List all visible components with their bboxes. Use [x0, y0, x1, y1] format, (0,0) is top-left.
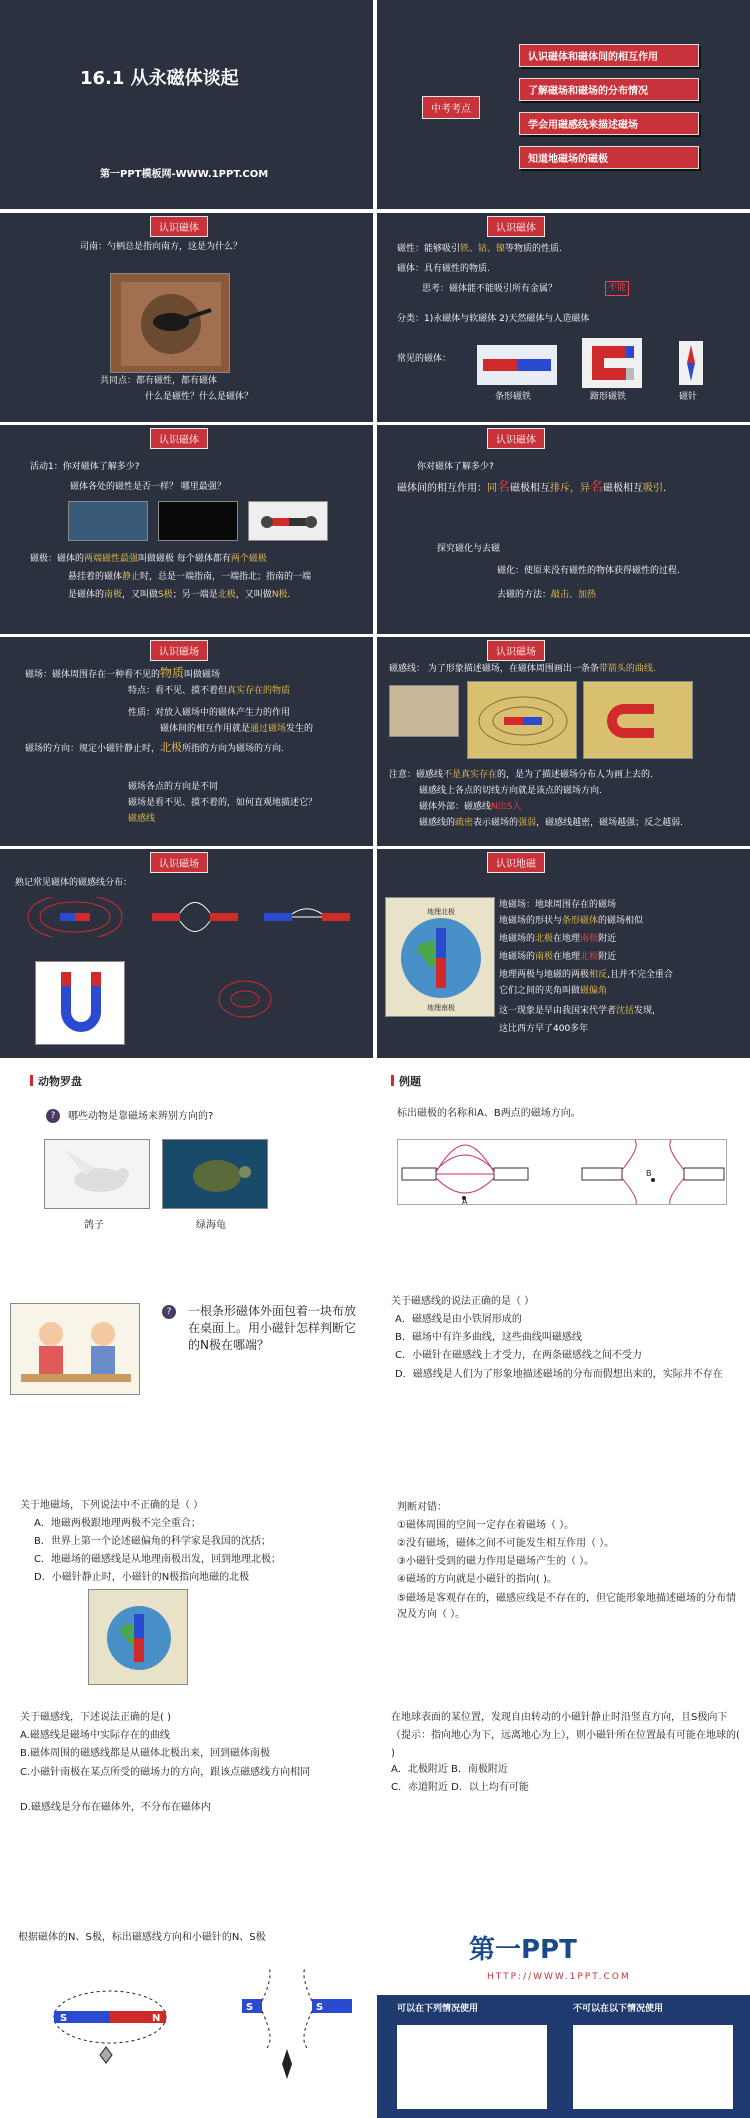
note-3: 磁体外部：磁感线N出S入 — [419, 802, 522, 812]
globe-north-label: 地理北极 — [427, 908, 455, 916]
q-stem: 在地球表面的某位置，发现自由转动的小磁针静止时沿竖直方向，且S极向下（提示：指向地心为下，远离地心为上），则小磁针所在位置最有可能在地球的( ) — [391, 1712, 740, 1759]
slide-magnet-3 — [0, 425, 373, 634]
common-point: 共同点：都有磁性，都有磁体 — [100, 376, 218, 386]
geo-l3: 地磁场的北极在地理南极附近 — [499, 934, 617, 944]
goal-1: 认识磁体和磁体间的相互作用 — [519, 44, 699, 67]
section-tag: 认识磁场 — [150, 852, 208, 873]
geo-l7: 这一现象是早由我国宋代学者沈括发现， — [499, 1006, 662, 1016]
bar-magnet-exercise — [40, 1985, 180, 2065]
option-a: A.磁感线是磁场中实际存在的曲线 — [20, 1730, 170, 1741]
lesson-title: 16.1 从永磁体谈起 — [80, 68, 239, 89]
can-use-heading: 可以在下列情况使用 — [397, 2004, 479, 2014]
option-c: C．地磁场的磁感线是从地理南极出发，回到地理北极； — [34, 1554, 281, 1565]
left-s-label: S — [246, 2002, 254, 2013]
section-tag: 认识磁场 — [150, 640, 208, 661]
brand-url: HTTP://WWW.1PPT.COM — [487, 1972, 631, 1982]
demagnetize-methods: 去磁的方法：敲击、加热 — [497, 590, 597, 600]
option-d: D．小磁针静止时，小磁针的N极指向地磁的北极 — [34, 1572, 250, 1583]
pigeon-photo — [44, 1139, 150, 1209]
goal-4: 知道地磁场的磁极 — [519, 146, 699, 169]
question-icon: ? — [46, 1109, 60, 1123]
tf-5: ⑤磁场是客观存在的，磁感应线是不存在的，但它能形象地描述磁场的分布情况及方向（ ）。 — [397, 1593, 736, 1620]
field-lines-answer: 磁感线 — [128, 814, 156, 824]
license-panel — [377, 1995, 750, 2118]
tf-2: ②没有磁场，磁体之间不可能发生相互作用（ ）。 — [397, 1538, 615, 1549]
q-stem: 关于磁感线，下述说法正确的是( ) — [20, 1712, 171, 1723]
section-heading: 动物罗盘 — [30, 1073, 82, 1089]
slide-magnet-1 — [0, 213, 373, 422]
field-property: 性质：对放入磁场中的磁体产生力的作用 — [128, 708, 291, 718]
note-2: 磁感线上各点的切线方向就是该点的磁场方向. — [419, 786, 602, 796]
section-tag: 认识磁体 — [150, 428, 208, 449]
slide-question-needle — [377, 1697, 750, 1906]
illustration-students — [10, 1303, 140, 1395]
geo-l5: 地理两极与地磁的两极相反,且并不完全重合 — [499, 970, 673, 980]
turtle-caption: 绿海龟 — [196, 1220, 226, 1231]
bar-magnet-field-diagram — [20, 897, 130, 937]
slide-field-1 — [0, 637, 373, 846]
earth-field-diagram — [385, 897, 495, 1017]
tf-3: ③小磁针受到的磁力作用是磁场产生的（ ）。 — [397, 1556, 595, 1567]
site-text: 第一PPT模板网-WWW.1PPT.COM — [100, 169, 269, 180]
option-a: A．地磁两极跟地理两极不完全重合； — [34, 1518, 201, 1529]
pole-def-3: 是磁体的南极，又叫做S极；另一端是北极，又叫做N极. — [68, 590, 291, 600]
field-lines-def: 磁感线： 为了形象描述磁场，在磁体周围画出一条条带箭头的曲线. — [389, 664, 656, 674]
question-2: 什么是磁性？什么是磁体？ — [145, 392, 254, 402]
option-b: B．磁场中有许多曲线，这些曲线叫磁感线 — [395, 1332, 582, 1343]
instruction: 熟记常见磁体的磁感线分布： — [15, 878, 133, 888]
geo-l4: 地磁场的南极在地理北极附近 — [499, 952, 617, 962]
option-c: C.小磁针南极在某点所受的磁场力的方向，跟该点磁感线方向相同 — [20, 1767, 311, 1778]
horseshoe-magnet-image — [582, 338, 642, 388]
sinan-compass-image — [110, 273, 230, 373]
q-stem: 关于地磁场，下列说法中不正确的是（ ） — [20, 1500, 204, 1511]
horseshoe-field-diagram — [35, 961, 125, 1045]
slide-question-lines-2 — [0, 1697, 373, 1906]
tf-4: ④磁场的方向就是小磁针的指向( )。 — [397, 1574, 557, 1585]
field-direction: 磁场的方向：规定小磁针静止时，北极所指的方向为磁场的方向. — [25, 741, 284, 754]
tf-heading: 判断对错： — [397, 1502, 447, 1513]
question: 你对磁体了解多少? — [417, 462, 494, 472]
bar-magnet-image — [477, 345, 557, 385]
option-a: A．磁感线是由小铁屑形成的 — [395, 1314, 522, 1325]
activity-question: 磁体各处的磁性是否一样？ 哪里最强？ — [70, 482, 226, 492]
option-c: C．小磁针在磁感线上才受力，在两条磁感线之间不受力 — [395, 1350, 642, 1361]
photo-horseshoe-field-pattern — [583, 681, 693, 759]
geo-l1: 地磁场：地球周围存在的磁场 — [499, 900, 617, 910]
slide-magnet-2 — [377, 213, 750, 422]
photo-filings-magnet — [389, 685, 459, 737]
activity-1: 活动1：你对磁体了解多少? — [30, 462, 140, 472]
magnet-def: 磁体：具有磁性的物质. — [397, 264, 490, 274]
section-tag: 认识磁体 — [487, 216, 545, 237]
right-s-label: S — [316, 2002, 324, 2013]
cannot-use-list — [573, 2025, 733, 2109]
slide-field-2 — [377, 637, 750, 846]
earth-diagram — [88, 1589, 188, 1685]
options-ab: A．北极附近 B．南极附近 — [391, 1764, 508, 1775]
field-question: 磁场是看不见、摸不着的，如何直观地描述它？ — [128, 798, 318, 808]
section-tag: 认识地磁 — [487, 852, 545, 873]
slide-geomagnetism — [377, 849, 750, 1058]
like-poles-exercise — [232, 1969, 362, 2089]
section-heading: 例题 — [391, 1073, 421, 1089]
note-4: 磁感线的疏密表示磁场的强弱，磁感线越密，磁场越强；反之越弱. — [419, 818, 683, 828]
slide-example — [377, 1061, 750, 1270]
photo-iron-filings-2 — [158, 501, 238, 541]
field-interaction: 磁体间的相互作用就是通过磁场发生的 — [160, 724, 314, 734]
option-b: B.磁体周围的磁感线都是从磁体北极出来，回到磁体南极 — [20, 1748, 271, 1759]
geo-l8: 这比西方早了400多年 — [499, 1024, 589, 1034]
question-1: 司南：勺柄总是指向南方，这是为什么？ — [80, 242, 243, 252]
option-b: B．世界上第一个论述磁偏角的科学家是我国的沈括； — [34, 1536, 271, 1547]
sea-turtle-photo — [162, 1139, 268, 1209]
options-cd: C．赤道附近 D．以上均有可能 — [391, 1782, 529, 1793]
magnetism-def: 磁性：能够吸引铁、钴、镍等物质的性质. — [397, 244, 562, 254]
caption-horseshoe: 蹄形磁铁 — [590, 392, 627, 402]
ring-field-diagram — [215, 969, 275, 1029]
slide-goals — [377, 0, 750, 209]
slide-true-false — [377, 1485, 750, 1694]
field-def: 磁场：磁体周围存在一种看不见的物质叫做磁场 — [25, 666, 221, 680]
field-varies: 磁场各点的方向是不同 — [128, 782, 219, 792]
slide-draw-lines — [0, 1909, 373, 2118]
cloth-question: 一根条形磁体外面包着一块布放在桌面上。用小磁针怎样判断它的N极在哪端？ — [188, 1304, 357, 1352]
slide-field-3 — [0, 849, 373, 1058]
q-stem: 关于磁感线的说法正确的是（ ） — [391, 1296, 535, 1307]
note-1: 注意：磁感线不是真实存在的，是为了描述磁场分布人为画上去的. — [389, 770, 653, 780]
magnetization-heading: 探究磁化与去磁 — [437, 544, 501, 554]
pole-def-2: 悬挂着的磁体静止时，总是一端指南，一端指北；指南的一端 — [68, 572, 312, 582]
geo-l2: 地磁场的形状与条形磁体的磁场相似 — [499, 916, 644, 926]
section-tag: 认识磁场 — [487, 640, 545, 661]
pigeon-caption: 鸽子 — [84, 1220, 104, 1231]
photo-bar-magnet-filings — [248, 501, 328, 541]
pole-def-1: 磁极：磁体的两端磁性最强叫做磁极 每个磁体都有两个磁极 — [30, 554, 267, 564]
slide-title — [0, 0, 373, 209]
tf-1: ①磁体周围的空间一定存在着磁场（ ）。 — [397, 1520, 575, 1531]
option-d: D.磁感线是分布在磁体外，不分布在磁体内 — [20, 1802, 211, 1813]
caption-bar-magnet: 条形磁铁 — [495, 392, 532, 402]
globe-south-label: 地理南极 — [427, 1004, 455, 1012]
can-use-list — [397, 2025, 547, 2109]
answer-stamp: 不能 — [605, 281, 629, 296]
slide-question-cloth — [0, 1273, 373, 1482]
common-magnets: 常见的磁体： — [397, 354, 452, 364]
field-feature: 特点：看不见、摸不着但真实存在的物质 — [128, 686, 291, 696]
photo-bar-field-pattern — [467, 681, 577, 759]
compass-needle-image — [679, 341, 703, 385]
example-diagram — [397, 1139, 727, 1205]
cannot-use-heading: 不可以在以下情况使用 — [573, 2004, 664, 2014]
like-poles-diagram — [150, 899, 240, 935]
slide-animal-compass — [0, 1061, 373, 1270]
option-d: D．磁感线是人们为了形象地描述磁场的分布而假想出来的，实际并不存在 — [395, 1369, 723, 1380]
point-a-label: A — [462, 1197, 468, 1205]
interaction-rule: 磁体间的相互作用：同名磁极相互排斥，异名磁极相互吸引. — [397, 480, 667, 495]
classification: 分类：1)永磁体与软磁体 2)天然磁体与人造磁体 — [397, 314, 590, 324]
geo-l6: 它们之间的夹角叫做磁偏角 — [499, 986, 608, 996]
example-question: 标出磁极的名称和A、B两点的磁场方向。 — [397, 1108, 581, 1119]
slide-question-lines — [377, 1273, 750, 1482]
magnetization-def: 磁化：使原来没有磁性的物体获得磁性的过程. — [497, 566, 680, 576]
caption-needle: 磁针 — [679, 392, 698, 402]
think-question: 思考：磁体能不能吸引所有金属？ — [422, 284, 558, 294]
animal-question: 哪些动物是靠磁场来辨别方向的? — [68, 1111, 214, 1122]
exam-badge: 中考考点 — [422, 96, 480, 119]
point-b-label: B — [646, 1169, 652, 1178]
section-tag: 认识磁体 — [150, 216, 208, 237]
unlike-poles-diagram — [262, 899, 352, 935]
instruction: 根据磁体的N、S极，标出磁感线方向和小磁针的N、S极 — [18, 1932, 266, 1943]
north-pole-label: N — [152, 2013, 161, 2024]
photo-iron-filings-1 — [68, 501, 148, 541]
slide-credits — [377, 1909, 750, 2118]
slide-question-geo — [0, 1485, 373, 1694]
goal-3: 学会用磁感线来描述磁场 — [519, 112, 699, 135]
south-pole-label: S — [60, 2013, 68, 2024]
section-tag: 认识磁体 — [487, 428, 545, 449]
question-icon: ? — [162, 1305, 176, 1319]
brand-logo: 第一PPT — [469, 1935, 577, 1965]
slide-magnet-4 — [377, 425, 750, 634]
goal-2: 了解磁场和磁场的分布情况 — [519, 78, 699, 101]
